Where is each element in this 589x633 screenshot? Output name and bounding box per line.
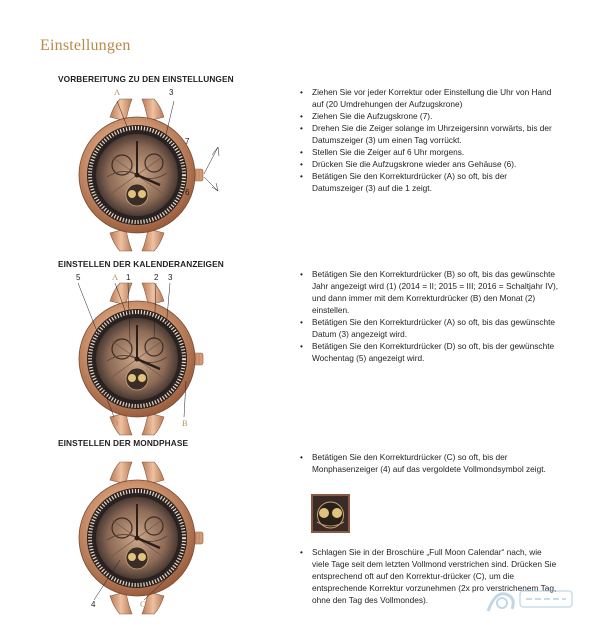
- label-3: 3: [169, 88, 174, 97]
- label-b: B: [182, 418, 188, 428]
- label-a: A: [114, 87, 121, 97]
- step-item: • Ziehen Sie die Aufzugskrone (7).: [300, 110, 560, 122]
- watch-illustration-calendar: [62, 281, 212, 437]
- label-3: 3: [168, 273, 173, 282]
- step-item: • Betätigen Sie den Korrekturdrücker (A) so oft, bis der Datumszeiger (3) auf die 1 zeigt.: [300, 170, 560, 194]
- step-item: • Betätigen Sie den Korrekturdrücker (A) so oft, bis das gewünschte Datum (3) angezeigt wird.: [300, 316, 560, 340]
- forum-watermark-logo-icon: [478, 581, 578, 621]
- label-1: 1: [126, 273, 131, 282]
- label-7: 7: [185, 137, 190, 146]
- steps-calendar: [300, 268, 560, 364]
- section-heading-moonphase: EINSTELLEN DER MONDPHASE: [58, 438, 189, 448]
- leader-lines: [62, 97, 212, 253]
- label-5: 5: [76, 273, 81, 282]
- moon-phase-thumbnail-icon: [311, 494, 350, 533]
- section-heading-preparation: VORBEREITUNG ZU DEN EINSTELLUNGEN: [58, 74, 234, 84]
- leader-lines: [62, 281, 212, 437]
- step-item: • Drücken Sie die Aufzugskrone wieder ans Gehäuse (6).: [300, 158, 560, 170]
- step-item: • Betätigen Sie den Korrekturdrücker (C) so oft, bis der Monphasenzeiger (4) auf das vergoldete Vollmondsymbol zeigt.: [300, 451, 560, 475]
- label-a: A: [112, 272, 119, 282]
- step-item: • Ziehen Sie vor jeder Korrektur oder Einstellung die Uhr von Hand auf (20 Umdrehungen der Aufzugskrone): [300, 86, 560, 110]
- watch-illustration-preparation: [62, 97, 212, 253]
- label-6: 6: [185, 188, 190, 197]
- label-c: C: [140, 599, 146, 609]
- label-2: 2: [154, 273, 159, 282]
- steps-preparation: [300, 86, 560, 194]
- watch-illustration-moonphase: [62, 460, 212, 616]
- label-4: 4: [91, 600, 96, 609]
- step-item: • Stellen Sie die Zeiger auf 6 Uhr morgens.: [300, 146, 560, 158]
- step-item: • Betätigen Sie den Korrekturdrücker (B) so oft, bis das gewünschte Jahr angezeigt wird (1) (2014 = II; 2015 = III; 2016 = Schaltjahr IV), und dann immer mit dem Korrekturdrücker (B) den Monat (2) einstellen.: [300, 268, 560, 316]
- section-heading-calendar: EINSTELLEN DER KALENDERANZEIGEN: [58, 259, 224, 269]
- steps-moonphase: [300, 451, 560, 475]
- step-item: • Betätigen Sie den Korrekturdrücker (D) so oft, bis der gewünschte Wochentag (5) angezeigt wird.: [300, 340, 560, 364]
- step-item: • Schlagen Sie in der Broschüre „Full Moon Calendar“ nach, wie viele Tage seit dem letzten Vollmond verstrichen sind. Drücken Sie entsprechend oft auf den Korrektur-drücker (C), um die entsprechende Korrektur vorzunehmen (2x pro verstrichenem Tag, ohne den Tag des Vollmondes).: [300, 546, 560, 606]
- step-item: • Drehen Sie die Zeiger solange im Uhrzeigersinn vorwärts, bis der Datumszeiger (3) um einen Tag vorrückt.: [300, 122, 560, 146]
- leader-lines: [62, 460, 212, 616]
- page-title: Einstellungen: [40, 37, 131, 54]
- label-d: D: [112, 418, 119, 428]
